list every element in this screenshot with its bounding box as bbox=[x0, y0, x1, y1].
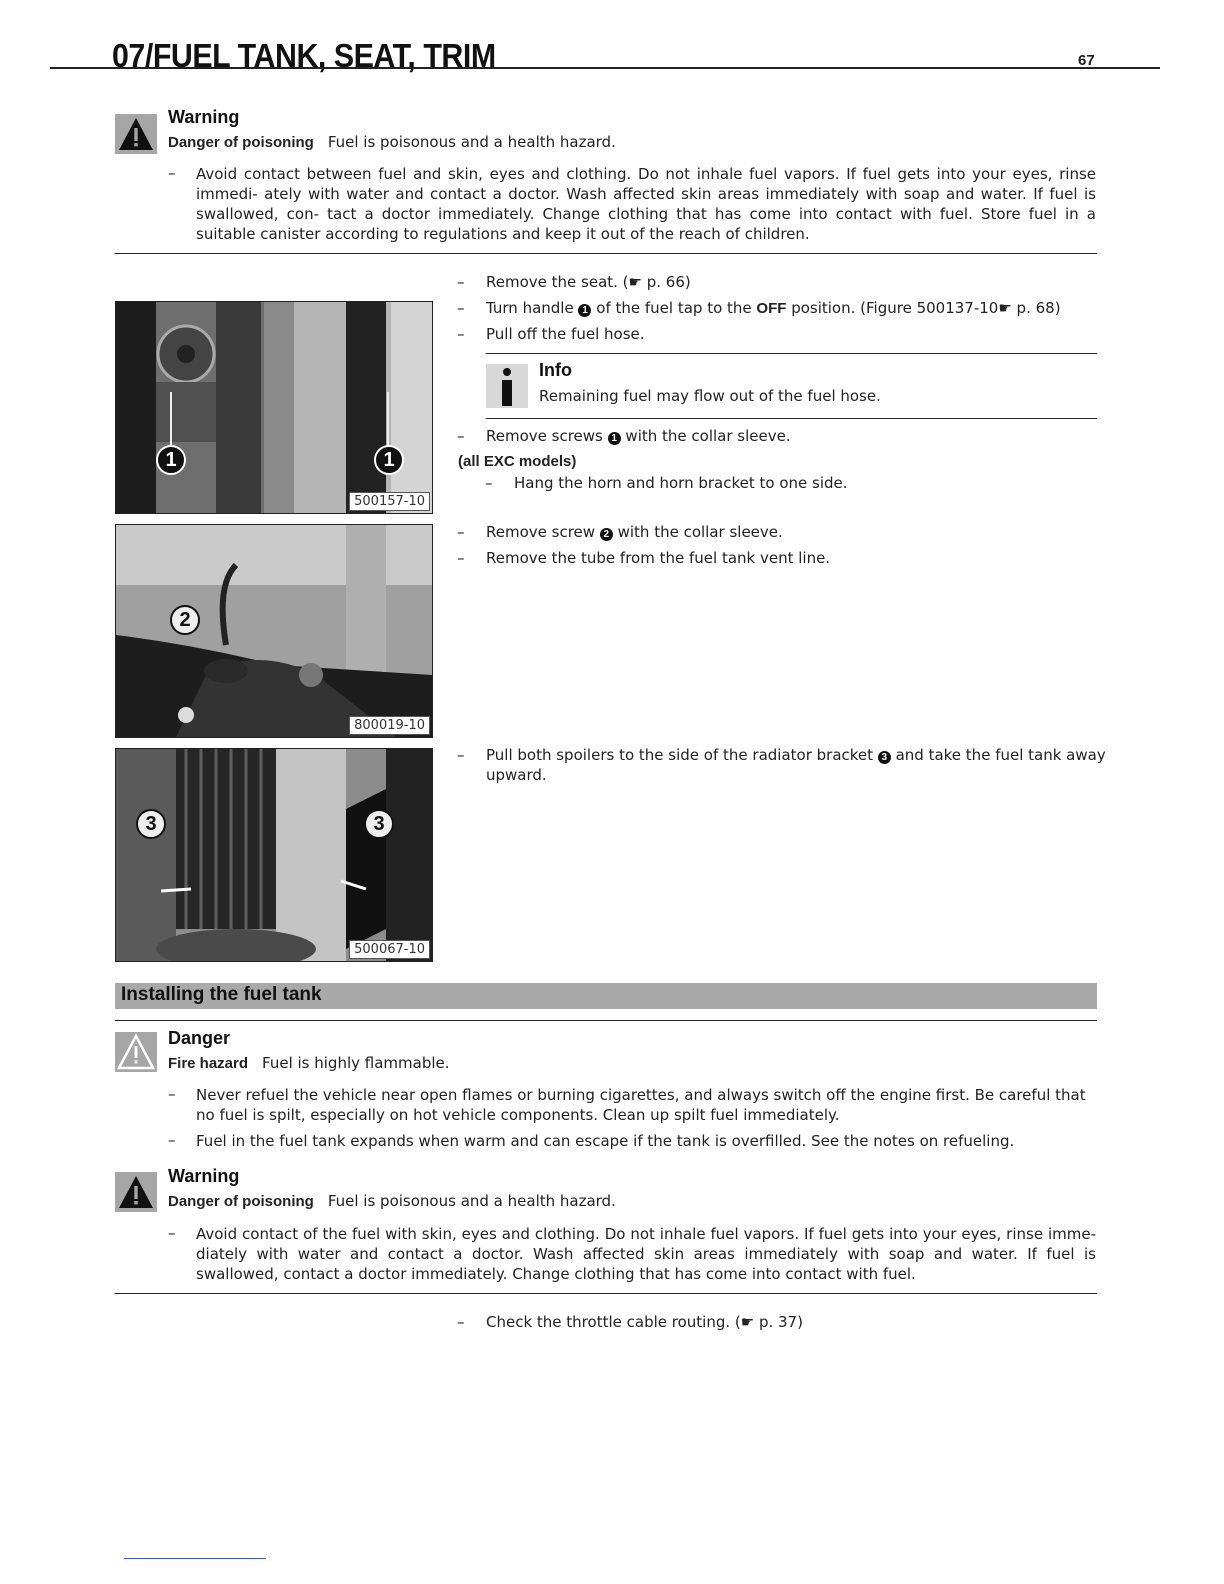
danger-item: Never refuel the vehicle near open flames or burning cigarettes, and always switch off the engine first. Be careful that no fuel is spilt, especially on hot vehicle components. Clean up spilt fuel immediately. bbox=[196, 1086, 1086, 1124]
list-dash: – bbox=[168, 1085, 176, 1103]
figure-horn-screws bbox=[115, 301, 433, 514]
step-remove-screw: – Remove screw 2 with the collar sleeve. bbox=[457, 523, 783, 541]
callout-marker: 2 bbox=[170, 605, 200, 635]
hazard-label: Danger of poisoning bbox=[168, 134, 314, 151]
step-pull-spoilers-cont: upward. bbox=[486, 766, 547, 784]
step-check-throttle: – Check the throttle cable routing. (☛ p. 37) bbox=[457, 1313, 803, 1331]
callout-marker: 3 bbox=[364, 809, 394, 839]
warning-triangle-icon bbox=[115, 1172, 157, 1212]
divider bbox=[486, 353, 1097, 354]
figure-spoilers bbox=[115, 748, 433, 962]
warning-item: Avoid contact of the fuel with skin, eyes and clothing. Do not inhale fuel vapors. If fuel gets into your eyes, rinse imme- diately with water and contact a doctor. Wash affected skin areas immediately with soap and water. If fuel is swallowed, contact a doctor immediately. Change clothing that has come into contact with fuel. bbox=[196, 1225, 1096, 1283]
figure-caption: 500157-10 bbox=[349, 492, 430, 511]
callout-marker: 1 bbox=[156, 445, 186, 475]
page-title: 07/FUEL TANK, SEAT, TRIM bbox=[112, 37, 496, 74]
hazard-text: Fuel is poisonous and a health hazard. bbox=[327, 1192, 616, 1210]
divider bbox=[115, 253, 1097, 254]
step-hang-horn: – Hang the horn and horn bracket to one side. bbox=[485, 474, 848, 492]
callout-bullet: 3 bbox=[878, 751, 891, 764]
header-rule bbox=[50, 67, 1160, 69]
divider bbox=[115, 1293, 1097, 1294]
step-turn-handle: – Turn handle 1 of the fuel tap to the OFF position. (Figure 500137-10☛ p. 68) bbox=[457, 299, 1061, 317]
page-number: 67 bbox=[1078, 52, 1095, 69]
callout-bullet: 2 bbox=[600, 528, 613, 541]
callout-bullet: 1 bbox=[608, 432, 621, 445]
footer-link-underline bbox=[124, 1558, 266, 1559]
step-pull-hose: – Pull off the fuel hose. bbox=[457, 325, 645, 343]
list-dash: – bbox=[168, 164, 176, 182]
list-dash: – bbox=[168, 1224, 176, 1242]
info-text: Remaining fuel may flow out of the fuel hose. bbox=[539, 387, 881, 405]
info-title: Info bbox=[539, 360, 572, 380]
callout-bullet: 1 bbox=[578, 304, 591, 317]
section-heading: Installing the fuel tank bbox=[115, 983, 1097, 1009]
hazard-text: Fuel is highly flammable. bbox=[262, 1054, 450, 1072]
step-remove-screws: – Remove screws 1 with the collar sleeve. bbox=[457, 427, 791, 445]
step-pull-spoilers: – Pull both spoilers to the side of the radiator bracket 3 and take the fuel tank away bbox=[457, 746, 1106, 764]
warning-triangle-icon bbox=[115, 114, 157, 154]
danger-hazard bbox=[168, 1054, 450, 1072]
model-condition: (all EXC models) bbox=[458, 453, 577, 470]
hazard-text: Fuel is poisonous and a health hazard. bbox=[327, 133, 616, 151]
danger-triangle-icon bbox=[115, 1032, 157, 1072]
hazard-label: Fire hazard bbox=[168, 1055, 249, 1072]
callout-marker: 1 bbox=[374, 445, 404, 475]
callout-marker: 3 bbox=[136, 809, 166, 839]
info-icon bbox=[486, 364, 528, 408]
danger-item: Fuel in the fuel tank expands when warm and can escape if the tank is overfilled. See the notes on refueling. bbox=[196, 1132, 1015, 1150]
hazard-label: Danger of poisoning bbox=[168, 1193, 314, 1210]
warning-hazard bbox=[168, 1192, 616, 1210]
figure-caption: 500067-10 bbox=[349, 940, 430, 959]
list-dash: – bbox=[168, 1131, 176, 1149]
warning-item: Avoid contact between fuel and skin, eyes and clothing. Do not inhale fuel vapors. If fuel gets into your eyes, rinse immedi- ately with water and contact a doctor. Wash affected skin areas immediately with soap and water. If fuel is swallowed, con- tact a doctor immediately. Change clothing that has come into contact with fuel. Store fuel in a suitable canister according to regulations and keep it out of the reach of children. bbox=[196, 165, 1096, 243]
figure-caption: 800019-10 bbox=[349, 716, 430, 735]
warning-hazard bbox=[168, 133, 616, 151]
step-remove-tube: – Remove the tube from the fuel tank vent line. bbox=[457, 549, 831, 567]
figure-vent-screw bbox=[115, 524, 433, 738]
divider bbox=[486, 418, 1097, 419]
divider bbox=[115, 1020, 1097, 1021]
warning-title: Warning bbox=[168, 1166, 240, 1186]
danger-title: Danger bbox=[168, 1028, 231, 1048]
warning-title: Warning bbox=[168, 107, 240, 127]
step-remove-seat: – Remove the seat. (☛ p. 66) bbox=[457, 273, 691, 291]
